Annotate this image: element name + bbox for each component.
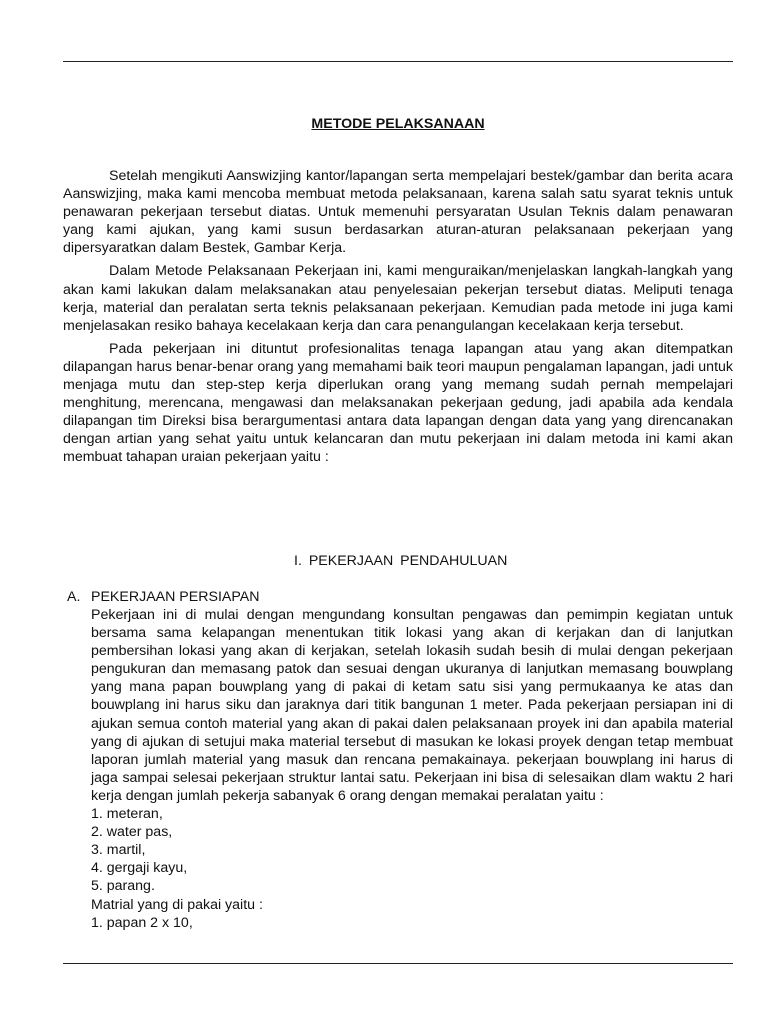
list-item: 1. papan 2 x 10, [91, 914, 193, 931]
tools-list [91, 805, 733, 895]
list-item: 5. parang. [91, 878, 155, 895]
bottom-rule [63, 963, 733, 964]
top-rule [63, 61, 733, 62]
list-item: 1. meteran, [91, 806, 163, 823]
document-title: METODE PELAKSANAAN [311, 116, 485, 132]
list-item: 4. gergaji kayu, [91, 860, 188, 877]
section-heading: I. PEKERJAAN PENDAHULUAN [294, 553, 508, 569]
subsection-paragraph: Pekerjaan ini di mulai dengan mengundang konsultan pengawas dan pemimpin kegiatan untuk bersama sama kelapangan menentukan titik lokasi yang akan di kerjakan dan di lanjutkan pembersihan lokasi yang akan di kerjakan, setelah lokasih sudah besih di mulai dengan pekerjaan pengukuran dan memasang patok dan sesuai dengan ukuranya di lanjutkan memasang bouwplang yang mana papan bouwplang yang di pakai di ketam satu sisi yang permukaanya ke atas dan bouwplang ini harus siku dan jaraknya dari titik bangunan 1 meter. Pada pekerjaan persiapan ini di ajukan semua contoh material yang akan di pakai dalen pelaksanaan proyek ini dan apabila material yang di ajukan di setujui maka material tersebut di masukan ke lokasi proyek dengan tetap membuat laporan jumlah material yang masuk dan rencana pemakainaya. pekerjaan bouwplang ini harus di jaga sampai selesai pekerjaan struktur lantai satu. Pekerjaan ini bisa di selesaikan dlam waktu 2 hari kerja dengan jumlah pekerja sabanyak 6 orang dengan memakai peralatan yaitu : [91, 607, 733, 804]
subsection-body [91, 606, 733, 932]
subsection-label: A. [67, 589, 81, 605]
materials-intro: Matrial yang di pakai yaitu : [91, 896, 263, 913]
intro-section [63, 167, 733, 472]
subsection-title: PEKERJAAN PERSIAPAN [91, 589, 260, 605]
intro-paragraph: Setelah mengikuti Aanswizjing kantor/lapangan serta mempelajari bestek/gambar dan berita acara Aanswizjing, maka kami mencoba membuat metoda pelaksanaan, karena salah satu syarat teknis untuk penawaran pekerjaan tersebut diatas. Untuk memenuhi persyaratan Usulan Teknis dalam penawaran yang kami ajukan, yang kami susun berdasarkan aturan-aturan pelaksanaan pekerjaan yang dipersyaratkan dalam Bestek, Gambar Kerja. [63, 168, 733, 257]
list-item: 3. martil, [91, 842, 146, 859]
intro-paragraph: Dalam Metode Pelaksanaan Pekerjaan ini, kami menguraikan/menjelaskan langkah-langkah yang akan kami lakukan dalam melaksanakan atau penyelesaian pekerjan tersebut diatas. Meliputi tenaga kerja, material dan peralatan serta teknis pelaksanaan pekerjaan. Kemudian pada metode ini juga kami menjelasakan resiko bahaya kecelakaan kerja dan cara penangulangan kecelakaan kerja tersebut. [63, 263, 733, 334]
list-item: 2. water pas, [91, 824, 173, 841]
materials-list [91, 914, 733, 932]
intro-paragraph: Pada pekerjaan ini dituntut profesionalitas tenaga lapangan atau yang akan ditempatkan dilapangan harus benar-benar orang yang memahami baik teori maupun pengalaman lapangan, jadi untuk menjaga mutu dan step-step kerja diperlukan orang yang memang sudah pernah mempelajari menghitung, merencana, mengawasi dan melaksanakan pekerjaan gedung, jadi apabila ada kendala dilapangan tim Direksi bisa berargumentasi antara data lapangan dengan data yang yang direncanakan dengan artian yang sehat yaitu untuk kelancaran dan mutu pekerjaan ini dalam metoda ini kami akan membuat tahapan uraian pekerjaan yaitu : [63, 340, 733, 466]
